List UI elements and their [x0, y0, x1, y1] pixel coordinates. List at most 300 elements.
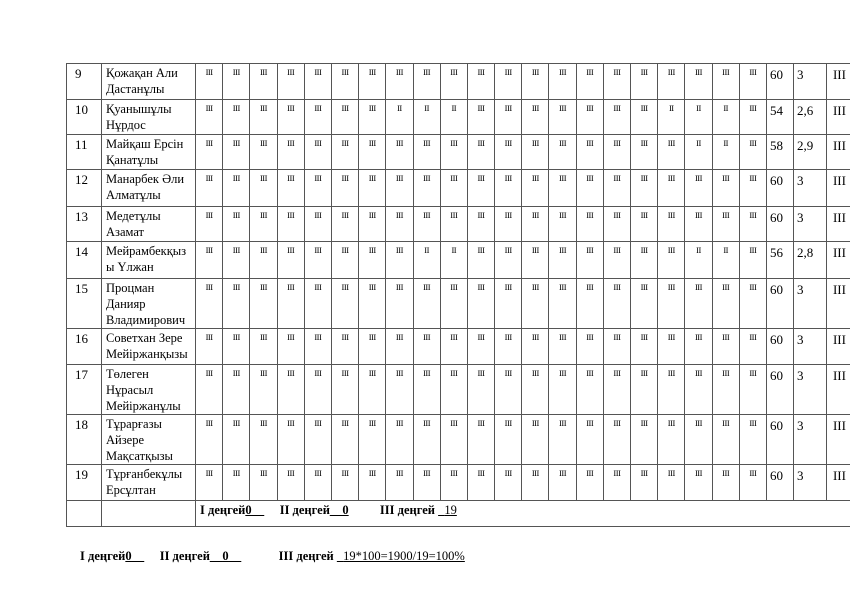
table-row: [67, 242, 850, 279]
average-score: 2,9: [793, 135, 826, 170]
mark-cell: III: [549, 465, 576, 501]
total-score: 60: [766, 64, 793, 100]
table-row: [67, 170, 850, 207]
mark-cell: II: [386, 100, 413, 135]
table-row: [67, 365, 850, 415]
mark-cell: III: [549, 329, 576, 365]
mark-cell: III: [331, 170, 358, 207]
mark-cell: III: [712, 365, 739, 415]
mark-cell: III: [304, 415, 331, 465]
mark-cell: III: [386, 279, 413, 329]
mark-cell: III: [685, 279, 712, 329]
mark-cell: II: [440, 100, 467, 135]
mark-cell: III: [495, 242, 522, 279]
mark-cell: III: [413, 207, 440, 242]
mark-cell: III: [277, 415, 304, 465]
mark-cell: III: [495, 329, 522, 365]
mark-cell: III: [196, 329, 223, 365]
mark-cell: III: [359, 242, 386, 279]
summary-level3-label: ІІІ деңгей: [278, 549, 334, 563]
mark-cell: III: [386, 64, 413, 100]
mark-cell: III: [196, 170, 223, 207]
mark-cell: III: [250, 207, 277, 242]
mark-cell: III: [739, 415, 766, 465]
mark-cell: III: [223, 64, 250, 100]
assessment-table: [66, 63, 850, 527]
mark-cell: III: [495, 135, 522, 170]
row-number: 17: [67, 365, 102, 415]
mark-cell: III: [576, 207, 603, 242]
summary-level1-value: 0: [125, 549, 132, 563]
mark-cell: III: [467, 365, 494, 415]
mark-cell: III: [495, 207, 522, 242]
mark-cell: III: [250, 170, 277, 207]
summary-level2-value: 0: [222, 549, 229, 563]
mark-cell: III: [576, 242, 603, 279]
mark-cell: III: [576, 279, 603, 329]
mark-cell: II: [658, 100, 685, 135]
mark-cell: III: [549, 242, 576, 279]
mark-cell: III: [495, 100, 522, 135]
mark-cell: III: [359, 465, 386, 501]
mark-cell: III: [603, 329, 630, 365]
footer-level2-label: ІІ деңгей: [279, 503, 330, 517]
mark-cell: III: [196, 207, 223, 242]
mark-cell: III: [223, 100, 250, 135]
mark-cell: III: [739, 465, 766, 501]
mark-cell: III: [359, 207, 386, 242]
mark-cell: III: [304, 64, 331, 100]
mark-cell: III: [658, 242, 685, 279]
mark-cell: III: [631, 135, 658, 170]
average-score: 3: [793, 329, 826, 365]
total-score: 60: [766, 279, 793, 329]
mark-cell: III: [440, 465, 467, 501]
mark-cell: III: [223, 329, 250, 365]
summary-level3-value: 19*100=1900/19=100%: [343, 549, 465, 563]
mark-cell: III: [250, 135, 277, 170]
mark-cell: III: [576, 100, 603, 135]
mark-cell: III: [549, 170, 576, 207]
student-name: Мейрамбекқыз ы Үлжан: [102, 242, 196, 279]
mark-cell: III: [250, 329, 277, 365]
mark-cell: III: [739, 170, 766, 207]
mark-cell: III: [522, 100, 549, 135]
total-score: 60: [766, 465, 793, 501]
mark-cell: III: [386, 465, 413, 501]
mark-cell: III: [685, 64, 712, 100]
mark-cell: III: [277, 279, 304, 329]
mark-cell: III: [739, 329, 766, 365]
mark-cell: III: [522, 465, 549, 501]
average-score: 2,6: [793, 100, 826, 135]
mark-cell: III: [631, 329, 658, 365]
row-number: 12: [67, 170, 102, 207]
mark-cell: III: [467, 465, 494, 501]
table-row: [67, 207, 850, 242]
mark-cell: III: [331, 207, 358, 242]
mark-cell: III: [331, 415, 358, 465]
average-score: 3: [793, 64, 826, 100]
student-name: Советхан Зере Мейіржанқызы: [102, 329, 196, 365]
mark-cell: III: [440, 64, 467, 100]
mark-cell: III: [522, 64, 549, 100]
summary-line: І деңгей0__ ІІ деңгей__0__ ІІІ деңгей 19*100=1900/19=100%: [80, 549, 465, 563]
mark-cell: III: [522, 207, 549, 242]
footer-level1-label: І деңгей: [200, 503, 246, 517]
mark-cell: III: [331, 64, 358, 100]
mark-cell: III: [223, 465, 250, 501]
mark-cell: III: [658, 365, 685, 415]
table-footer-row: [67, 501, 850, 527]
mark-cell: III: [603, 279, 630, 329]
level-result: III: [826, 279, 850, 329]
student-name: Төлеген Нұрасыл Мейіржанұлы: [102, 365, 196, 415]
mark-cell: III: [549, 365, 576, 415]
mark-cell: III: [440, 365, 467, 415]
mark-cell: III: [250, 415, 277, 465]
mark-cell: III: [739, 242, 766, 279]
mark-cell: III: [522, 242, 549, 279]
row-number: 18: [67, 415, 102, 465]
mark-cell: III: [223, 365, 250, 415]
mark-cell: III: [277, 242, 304, 279]
mark-cell: III: [658, 415, 685, 465]
mark-cell: III: [413, 365, 440, 415]
mark-cell: III: [739, 365, 766, 415]
mark-cell: III: [658, 135, 685, 170]
mark-cell: III: [658, 207, 685, 242]
mark-cell: III: [685, 365, 712, 415]
mark-cell: III: [250, 465, 277, 501]
mark-cell: III: [549, 207, 576, 242]
mark-cell: III: [223, 415, 250, 465]
mark-cell: III: [250, 279, 277, 329]
mark-cell: III: [359, 64, 386, 100]
mark-cell: III: [359, 100, 386, 135]
mark-cell: III: [522, 415, 549, 465]
mark-cell: III: [277, 365, 304, 415]
mark-cell: III: [603, 170, 630, 207]
footer-level3-value: 19: [444, 503, 457, 517]
mark-cell: III: [739, 100, 766, 135]
total-score: 60: [766, 415, 793, 465]
footer-level3-label: ІІІ деңгей: [379, 503, 435, 517]
mark-cell: III: [413, 329, 440, 365]
mark-cell: III: [467, 242, 494, 279]
mark-cell: III: [223, 135, 250, 170]
student-name: Тұрарғазы Айзере Мақсатқызы: [102, 415, 196, 465]
level-result: III: [826, 64, 850, 100]
mark-cell: III: [712, 415, 739, 465]
mark-cell: III: [277, 170, 304, 207]
table-row: [67, 64, 850, 100]
mark-cell: III: [250, 64, 277, 100]
mark-cell: III: [631, 64, 658, 100]
mark-cell: III: [603, 415, 630, 465]
mark-cell: III: [631, 242, 658, 279]
mark-cell: III: [386, 329, 413, 365]
mark-cell: III: [685, 170, 712, 207]
mark-cell: III: [603, 100, 630, 135]
mark-cell: III: [304, 242, 331, 279]
mark-cell: III: [658, 329, 685, 365]
mark-cell: III: [576, 465, 603, 501]
total-score: 54: [766, 100, 793, 135]
row-number: 15: [67, 279, 102, 329]
mark-cell: III: [304, 329, 331, 365]
mark-cell: III: [440, 207, 467, 242]
mark-cell: III: [359, 365, 386, 415]
mark-cell: III: [685, 415, 712, 465]
level-result: III: [826, 329, 850, 365]
student-name: Процман Данияр Владимирович: [102, 279, 196, 329]
mark-cell: III: [386, 207, 413, 242]
mark-cell: III: [304, 135, 331, 170]
mark-cell: III: [631, 100, 658, 135]
table-row: [67, 100, 850, 135]
mark-cell: III: [685, 329, 712, 365]
average-score: 2,8: [793, 242, 826, 279]
mark-cell: III: [196, 100, 223, 135]
mark-cell: III: [467, 329, 494, 365]
mark-cell: III: [495, 415, 522, 465]
mark-cell: III: [440, 170, 467, 207]
total-score: 60: [766, 329, 793, 365]
mark-cell: III: [576, 64, 603, 100]
level-result: III: [826, 100, 850, 135]
mark-cell: III: [658, 279, 685, 329]
student-name: Тұрғанбекұлы Ерсұлтан: [102, 465, 196, 501]
mark-cell: III: [331, 279, 358, 329]
row-number: 14: [67, 242, 102, 279]
table-row: [67, 415, 850, 465]
mark-cell: III: [304, 279, 331, 329]
level-result: III: [826, 242, 850, 279]
mark-cell: III: [603, 64, 630, 100]
level-summary-cell: І деңгей0__ ІІ деңгей__0 ІІІ деңгей 19: [196, 501, 850, 527]
mark-cell: III: [304, 100, 331, 135]
mark-cell: III: [413, 279, 440, 329]
average-score: 3: [793, 365, 826, 415]
level-result: III: [826, 365, 850, 415]
mark-cell: III: [712, 465, 739, 501]
total-score: 60: [766, 170, 793, 207]
mark-cell: III: [386, 170, 413, 207]
mark-cell: III: [522, 170, 549, 207]
mark-cell: III: [549, 279, 576, 329]
mark-cell: III: [631, 170, 658, 207]
row-number: 11: [67, 135, 102, 170]
mark-cell: III: [739, 207, 766, 242]
mark-cell: III: [331, 100, 358, 135]
total-score: 60: [766, 207, 793, 242]
mark-cell: III: [603, 465, 630, 501]
mark-cell: III: [658, 64, 685, 100]
level-result: III: [826, 207, 850, 242]
row-number: 19: [67, 465, 102, 501]
level-result: III: [826, 135, 850, 170]
mark-cell: III: [739, 135, 766, 170]
mark-cell: II: [685, 100, 712, 135]
mark-cell: III: [658, 465, 685, 501]
mark-cell: III: [495, 64, 522, 100]
mark-cell: III: [331, 135, 358, 170]
level-result: III: [826, 415, 850, 465]
mark-cell: III: [576, 170, 603, 207]
mark-cell: III: [603, 135, 630, 170]
mark-cell: III: [712, 64, 739, 100]
footer-level2-value: 0: [342, 503, 349, 517]
mark-cell: III: [631, 365, 658, 415]
mark-cell: III: [576, 415, 603, 465]
mark-cell: III: [685, 207, 712, 242]
mark-cell: III: [223, 242, 250, 279]
mark-cell: III: [250, 100, 277, 135]
mark-cell: III: [495, 465, 522, 501]
mark-cell: III: [304, 207, 331, 242]
mark-cell: III: [277, 64, 304, 100]
row-number: 10: [67, 100, 102, 135]
table-row: [67, 135, 850, 170]
mark-cell: III: [467, 135, 494, 170]
mark-cell: III: [277, 135, 304, 170]
mark-cell: III: [331, 329, 358, 365]
mark-cell: III: [386, 415, 413, 465]
mark-cell: III: [495, 365, 522, 415]
mark-cell: III: [331, 365, 358, 415]
mark-cell: III: [739, 279, 766, 329]
mark-cell: III: [277, 100, 304, 135]
mark-cell: II: [712, 135, 739, 170]
total-score: 60: [766, 365, 793, 415]
mark-cell: III: [603, 207, 630, 242]
mark-cell: III: [386, 135, 413, 170]
student-name: Медетұлы Азамат: [102, 207, 196, 242]
mark-cell: II: [413, 242, 440, 279]
mark-cell: III: [413, 170, 440, 207]
mark-cell: III: [440, 135, 467, 170]
mark-cell: III: [522, 279, 549, 329]
level-result: III: [826, 465, 850, 501]
mark-cell: III: [549, 415, 576, 465]
mark-cell: III: [467, 100, 494, 135]
mark-cell: III: [495, 279, 522, 329]
mark-cell: III: [658, 170, 685, 207]
mark-cell: III: [196, 365, 223, 415]
mark-cell: III: [223, 279, 250, 329]
table-row: [67, 465, 850, 501]
row-number: 9: [67, 64, 102, 100]
mark-cell: III: [413, 465, 440, 501]
footer-empty-name: [102, 501, 196, 527]
mark-cell: III: [712, 170, 739, 207]
mark-cell: III: [631, 207, 658, 242]
mark-cell: III: [467, 279, 494, 329]
mark-cell: III: [196, 279, 223, 329]
mark-cell: III: [603, 242, 630, 279]
footer-empty-num: [67, 501, 102, 527]
mark-cell: III: [196, 64, 223, 100]
student-name: Майқаш Ерсін Қанатұлы: [102, 135, 196, 170]
footer-level1-value: 0: [245, 503, 252, 517]
table-row: [67, 329, 850, 365]
mark-cell: III: [549, 135, 576, 170]
mark-cell: III: [522, 329, 549, 365]
mark-cell: III: [196, 135, 223, 170]
mark-cell: III: [522, 365, 549, 415]
mark-cell: III: [413, 415, 440, 465]
mark-cell: III: [549, 64, 576, 100]
row-number: 16: [67, 329, 102, 365]
mark-cell: III: [522, 135, 549, 170]
mark-cell: III: [359, 279, 386, 329]
mark-cell: III: [331, 465, 358, 501]
mark-cell: III: [467, 207, 494, 242]
mark-cell: III: [223, 170, 250, 207]
mark-cell: III: [277, 465, 304, 501]
summary-level1-label: І деңгей: [80, 549, 126, 563]
table-row: [67, 279, 850, 329]
mark-cell: III: [631, 279, 658, 329]
mark-cell: III: [250, 365, 277, 415]
mark-cell: III: [359, 135, 386, 170]
mark-cell: III: [223, 207, 250, 242]
mark-cell: III: [413, 64, 440, 100]
mark-cell: III: [467, 64, 494, 100]
mark-cell: II: [413, 100, 440, 135]
mark-cell: III: [359, 329, 386, 365]
mark-cell: III: [712, 207, 739, 242]
level-result: III: [826, 170, 850, 207]
mark-cell: III: [631, 465, 658, 501]
mark-cell: III: [304, 465, 331, 501]
mark-cell: III: [196, 415, 223, 465]
mark-cell: III: [467, 415, 494, 465]
mark-cell: III: [304, 170, 331, 207]
student-name: Манарбек Әли Алматұлы: [102, 170, 196, 207]
mark-cell: III: [440, 279, 467, 329]
mark-cell: III: [712, 279, 739, 329]
mark-cell: II: [440, 242, 467, 279]
mark-cell: III: [440, 415, 467, 465]
mark-cell: III: [467, 170, 494, 207]
student-name: Қожақан Али Дастанұлы: [102, 64, 196, 100]
summary-level2-label: ІІ деңгей: [159, 549, 210, 563]
mark-cell: III: [250, 242, 277, 279]
average-score: 3: [793, 207, 826, 242]
row-number: 13: [67, 207, 102, 242]
student-name: Қуанышұлы Нұрдос: [102, 100, 196, 135]
mark-cell: III: [495, 170, 522, 207]
mark-cell: III: [685, 465, 712, 501]
mark-cell: III: [603, 365, 630, 415]
mark-cell: III: [631, 415, 658, 465]
mark-cell: III: [712, 329, 739, 365]
mark-cell: III: [576, 365, 603, 415]
mark-cell: III: [739, 64, 766, 100]
average-score: 3: [793, 465, 826, 501]
mark-cell: III: [576, 329, 603, 365]
mark-cell: III: [196, 465, 223, 501]
mark-cell: III: [359, 415, 386, 465]
mark-cell: III: [413, 135, 440, 170]
mark-cell: II: [685, 242, 712, 279]
average-score: 3: [793, 279, 826, 329]
mark-cell: III: [359, 170, 386, 207]
mark-cell: II: [712, 100, 739, 135]
mark-cell: III: [386, 242, 413, 279]
